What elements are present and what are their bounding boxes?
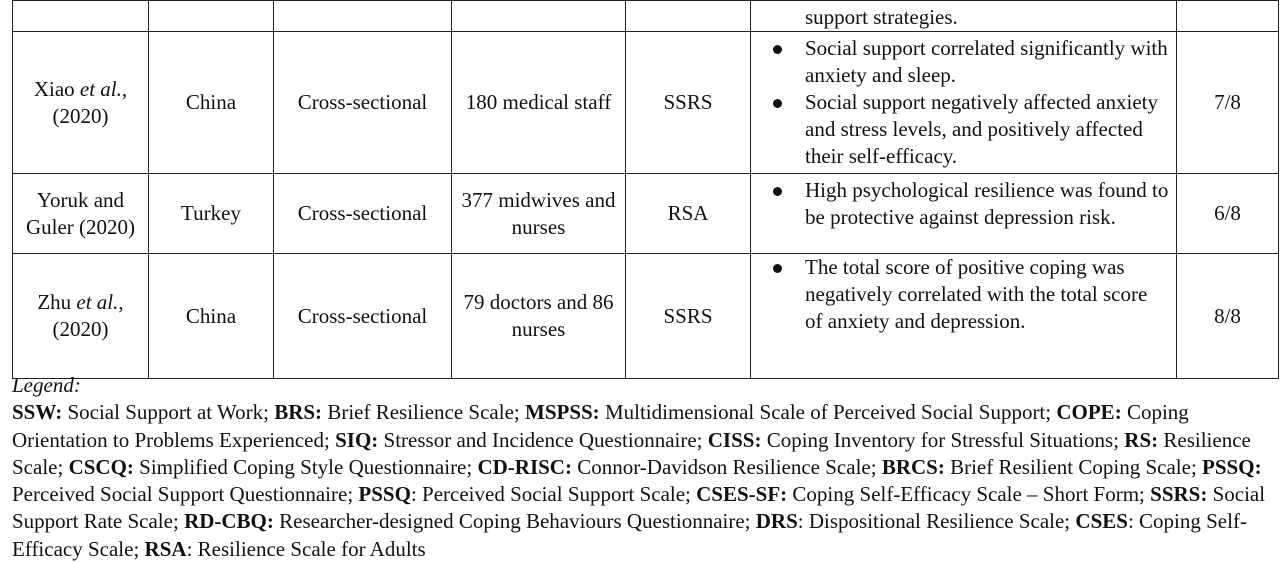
table-legend: [12, 372, 1274, 563]
findings-list: [759, 177, 1170, 231]
finding-item: Social support correlated significantly with anxiety and sleep.: [759, 35, 1170, 89]
legend-abbreviation: COPE:: [1056, 400, 1122, 425]
legend-definition: Resilience Scale;: [12, 427, 1251, 479]
author-suffix: ,: [121, 76, 128, 101]
cell-measure: SSRS: [626, 32, 751, 174]
cell-empty: [452, 1, 626, 32]
cell-findings: [751, 32, 1177, 174]
cell-country: China: [149, 254, 274, 379]
author-name: Zhu: [37, 290, 72, 314]
cell-sample: 377 midwives and nurses: [452, 174, 626, 254]
finding-item: Social support negatively affected anxiety and stress levels, and positively affected their self-efficacy.: [759, 89, 1170, 170]
legend-abbreviation: BRCS:: [881, 454, 945, 479]
legend-definition: : Resilience Scale for Adults: [186, 536, 426, 561]
cell-empty: [274, 1, 452, 32]
cell-empty: [626, 1, 751, 32]
legend-definition: Perceived Social Support Questionnaire;: [12, 482, 359, 507]
legend-definition: : Coping Self-Efficacy Scale;: [12, 509, 1247, 561]
cell-author: [13, 32, 149, 174]
legend-definition: Simplified Coping Style Questionnaire;: [133, 454, 478, 479]
cell-empty: [1177, 1, 1279, 32]
findings-list: [759, 254, 1170, 335]
continued-text: support strategies.: [805, 5, 958, 29]
studies-table: [12, 0, 1279, 379]
cell-sample: 180 medical staff: [452, 32, 626, 174]
legend-definition: Coping Self-Efficacy Scale – Short Form;: [787, 482, 1151, 507]
legend-abbreviation: BRS:: [274, 400, 323, 425]
legend-definition: Brief Resilience Scale;: [322, 400, 525, 425]
cell-measure: SSRS: [626, 254, 751, 379]
legend-definition: Connor-Davidson Resilience Scale;: [571, 454, 882, 479]
legend-definition: Coping Inventory for Stressful Situations;: [761, 427, 1125, 452]
legend-definition: Multidimensional Scale of Perceived Social Support;: [599, 400, 1057, 425]
cell-design: Cross-sectional: [274, 254, 452, 379]
cell-measure: RSA: [626, 174, 751, 254]
legend-abbreviation: DRS: [755, 509, 798, 534]
legend-definition: Social Support at Work;: [62, 400, 275, 425]
legend-abbreviation: CD-RISC:: [477, 454, 572, 479]
table-row: [13, 32, 1279, 174]
legend-entries: [12, 400, 1265, 560]
legend-abbreviation: CISS:: [707, 427, 762, 452]
legend-definition: Coping Orientation to Problems Experienced;: [12, 400, 1189, 452]
cell-quality: 6/8: [1177, 174, 1279, 254]
cell-quality: 8/8: [1177, 254, 1279, 379]
author-etal: et al.: [79, 76, 122, 101]
table-row: [13, 174, 1279, 254]
cell-country: Turkey: [149, 174, 274, 254]
legend-abbreviation: MSPSS:: [525, 400, 600, 425]
cell-empty: [149, 1, 274, 32]
author-year: (2020): [52, 317, 109, 341]
legend-abbreviation: CSES: [1075, 509, 1128, 534]
legend-abbreviation: RSA: [144, 536, 187, 561]
legend-definition: : Dispositional Resilience Scale;: [797, 509, 1076, 534]
cell-findings: [751, 254, 1177, 379]
legend-abbreviation: SSRS:: [1150, 482, 1208, 507]
cell-design: Cross-sectional: [274, 32, 452, 174]
legend-abbreviation: CSCQ:: [68, 454, 134, 479]
author-etal: et al.: [76, 290, 119, 314]
cell-findings: [751, 174, 1177, 254]
cell-design: Cross-sectional: [274, 174, 452, 254]
cell-findings-continued: [751, 1, 1177, 32]
legend-abbreviation: RD-CBQ:: [184, 509, 274, 534]
cell-country: China: [149, 32, 274, 174]
cell-author: Yoruk and Guler (2020): [13, 174, 149, 254]
author-suffix: ,: [118, 290, 124, 314]
cell-sample: 79 doctors and 86 nurses: [452, 254, 626, 379]
table-row: [13, 254, 1279, 379]
legend-abbreviation: PSSQ:: [1202, 454, 1262, 479]
author-name: Xiao: [33, 76, 75, 101]
legend-abbreviation: RS:: [1124, 427, 1159, 452]
legend-definition: : Perceived Social Support Scale;: [410, 482, 697, 507]
legend-definition: Stressor and Incidence Questionnaire;: [378, 427, 708, 452]
legend-definition: Social Support Rate Scale;: [12, 482, 1266, 534]
findings-list: [759, 35, 1170, 170]
legend-abbreviation: SIQ:: [335, 427, 379, 452]
legend-abbreviation: PSSQ: [358, 482, 411, 507]
legend-title: Legend:: [12, 373, 81, 397]
legend-abbreviation: CSES-SF:: [696, 482, 788, 507]
author-year: (2020): [52, 103, 109, 128]
cell-author: [13, 254, 149, 379]
finding-item: The total score of positive coping was negatively correlated with the total score of anxiety and depression.: [759, 254, 1170, 335]
cell-empty: [13, 1, 149, 32]
legend-abbreviation: SSW:: [12, 400, 63, 425]
cell-quality: 7/8: [1177, 32, 1279, 174]
finding-item: High psychological resilience was found to be protective against depression risk.: [759, 177, 1170, 231]
legend-definition: Brief Resilient Coping Scale;: [944, 454, 1203, 479]
table-row-continued: [13, 1, 1279, 32]
legend-definition: Researcher-designed Coping Behaviours Questionnaire;: [273, 509, 756, 534]
